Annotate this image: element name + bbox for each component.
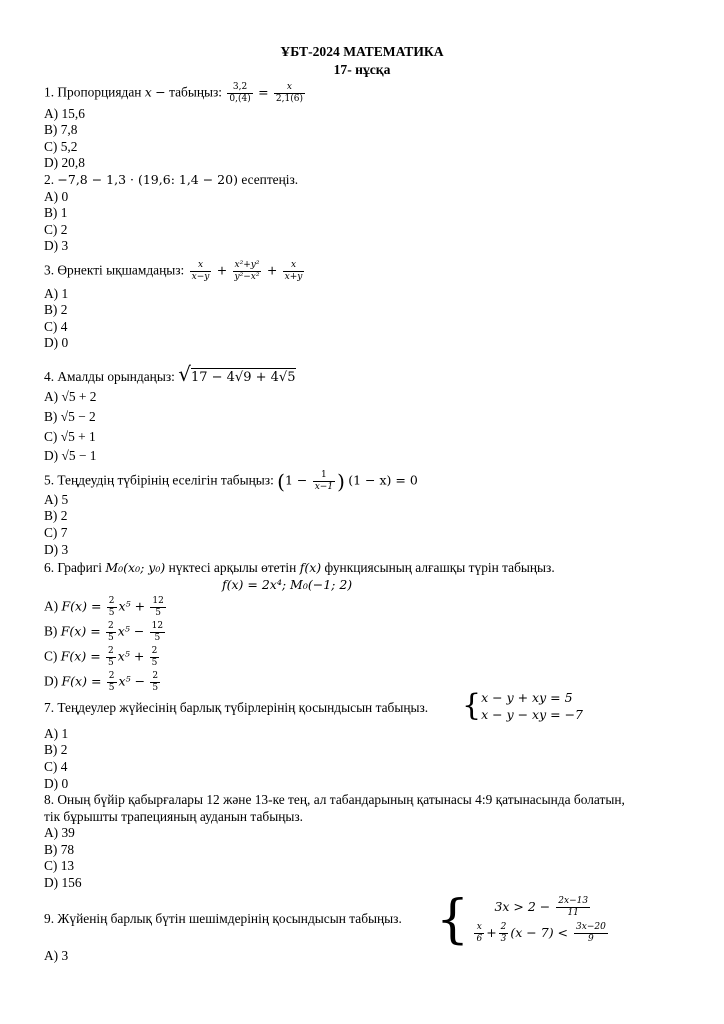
q9-option-a: A) 3	[44, 948, 69, 963]
question-6: 6. Графигі M₀(x₀; y₀) нүктесі арқылы өтетін f(x) функциясының алғашқы түрін табыңыз.	[44, 560, 555, 575]
q4-option-c: C) √5 + 1	[44, 429, 96, 444]
q5-option-d: D) 3	[44, 542, 69, 557]
q7-option-c: C) 4	[44, 759, 68, 774]
q8-option-a: A) 39	[44, 825, 75, 840]
question-3: 3. Өрнекті ықшамдаңыз: $\frac{x}{x-y}$ + $\frac{\text{x²+y²}}{\text{y²−x²}}$ + $\frac{x}{x+y}$	[44, 260, 303, 282]
q7-option-d: D) 0	[44, 776, 69, 791]
q6-option-a: A) F(x) = $\frac{2}{5}$ x⁵ + $\frac{12}{5}$	[44, 596, 164, 618]
question-4: 4. Амалды орындаңыз: √17 − 4√9 + 4√5	[44, 362, 296, 386]
fraction: $\frac{x}{2,1(6)}$	[275, 82, 303, 104]
question-5: 5. Теңдеудің түбірінің еселігін табыңыз: (1 − $\frac{1}{x-1}$ ) (1 − x) = 0	[44, 469, 418, 494]
q5-option-c: C) 7	[44, 525, 68, 540]
fraction: $\frac{x}{x+y}$	[284, 260, 303, 282]
q5-option-a: A) 5	[44, 492, 69, 507]
q6-option-d: D) F(x) = $\frac{2}{5}$ x⁵ − $\frac{2}{5}$	[44, 671, 159, 693]
q1-option-d: D) 20,8	[44, 155, 85, 170]
q1-option-c: C) 5,2	[44, 139, 78, 154]
exam-title: ҰБТ-2024 МАТЕМАТИКА	[280, 44, 444, 59]
question-9: 9. Жүйенің барлық бүтін шешімдерінің қосындысын табыңыз.	[44, 911, 402, 926]
question-8-line-1: 8. Оның бүйір қабырғалары 12 және 13-ке тең, ал табандарының қатынасы 4:9 қатынасында болатын,	[44, 792, 625, 807]
question-7: 7. Теңдеулер жүйесінің барлық түбірлерінің қосындысын табыңыз.	[44, 700, 429, 715]
q1-option-a: A) 15,6	[44, 106, 85, 121]
q7-system: { x − y + xy = 5 x − y − xy = −7	[462, 688, 584, 723]
fraction: $\frac{\text{x²+y²}}{\text{y²−x²}}$	[234, 260, 260, 282]
q2-option-d: D) 3	[44, 238, 69, 253]
q3-option-b: B) 2	[44, 302, 68, 317]
q6-option-b: B) F(x) = $\frac{2}{5}$ x⁵ − $\frac{12}{5}$	[44, 621, 164, 643]
q2-option-a: A) 0	[44, 189, 69, 204]
variant-label: 17- нұсқа	[333, 62, 391, 77]
q7-option-a: A) 1	[44, 726, 69, 741]
q2-option-b: B) 1	[44, 205, 68, 220]
q6-option-c: C) F(x) = $\frac{2}{5}$ x⁵ + $\frac{2}{5}$	[44, 646, 158, 668]
question-1: 1. Пропорциядан x − табыңыз: $\frac{3,2}{0,(4)}$ = $\frac{x}{2,1(6)}$	[44, 82, 303, 104]
q8-option-d: D) 156	[44, 875, 82, 890]
fraction: $\frac{1}{x-1}$	[314, 470, 334, 492]
q4-option-a: A) √5 + 2	[44, 389, 97, 404]
q8-option-b: B) 78	[44, 842, 75, 857]
q5-option-b: B) 2	[44, 508, 68, 523]
nested-root: √17 − 4√9 + 4√5	[178, 362, 296, 386]
q3-option-d: D) 0	[44, 335, 69, 350]
question-8-line-2: тік бұрышты трапецияның ауданын табыңыз.	[44, 809, 304, 824]
question-2: 2. −7,8 − 1,3 · (19,6: 1,4 − 20) есептеңіз.	[44, 172, 299, 187]
fraction: $\frac{3,2}{0,(4)}$	[229, 82, 251, 104]
q8-option-c: C) 13	[44, 858, 75, 873]
q6-given: f(x) = 2x⁴; M₀(−1; 2)	[222, 577, 353, 592]
q3-option-c: C) 4	[44, 319, 68, 334]
q4-option-b: B) √5 − 2	[44, 409, 96, 424]
q4-option-d: D) √5 − 1	[44, 448, 97, 463]
q9-system: { 3x > 2 − $\frac{2x-13}{11}$ $\frac{x}{6}$ + $\frac{2}{3}$ (x − 7) < $\frac{3x-20}{9}$	[436, 890, 606, 950]
q3-option-a: A) 1	[44, 286, 69, 301]
q1-option-b: B) 7,8	[44, 122, 78, 137]
fraction: $\frac{x}{x-y}$	[191, 260, 210, 282]
q7-option-b: B) 2	[44, 742, 68, 757]
q2-option-c: C) 2	[44, 222, 68, 237]
